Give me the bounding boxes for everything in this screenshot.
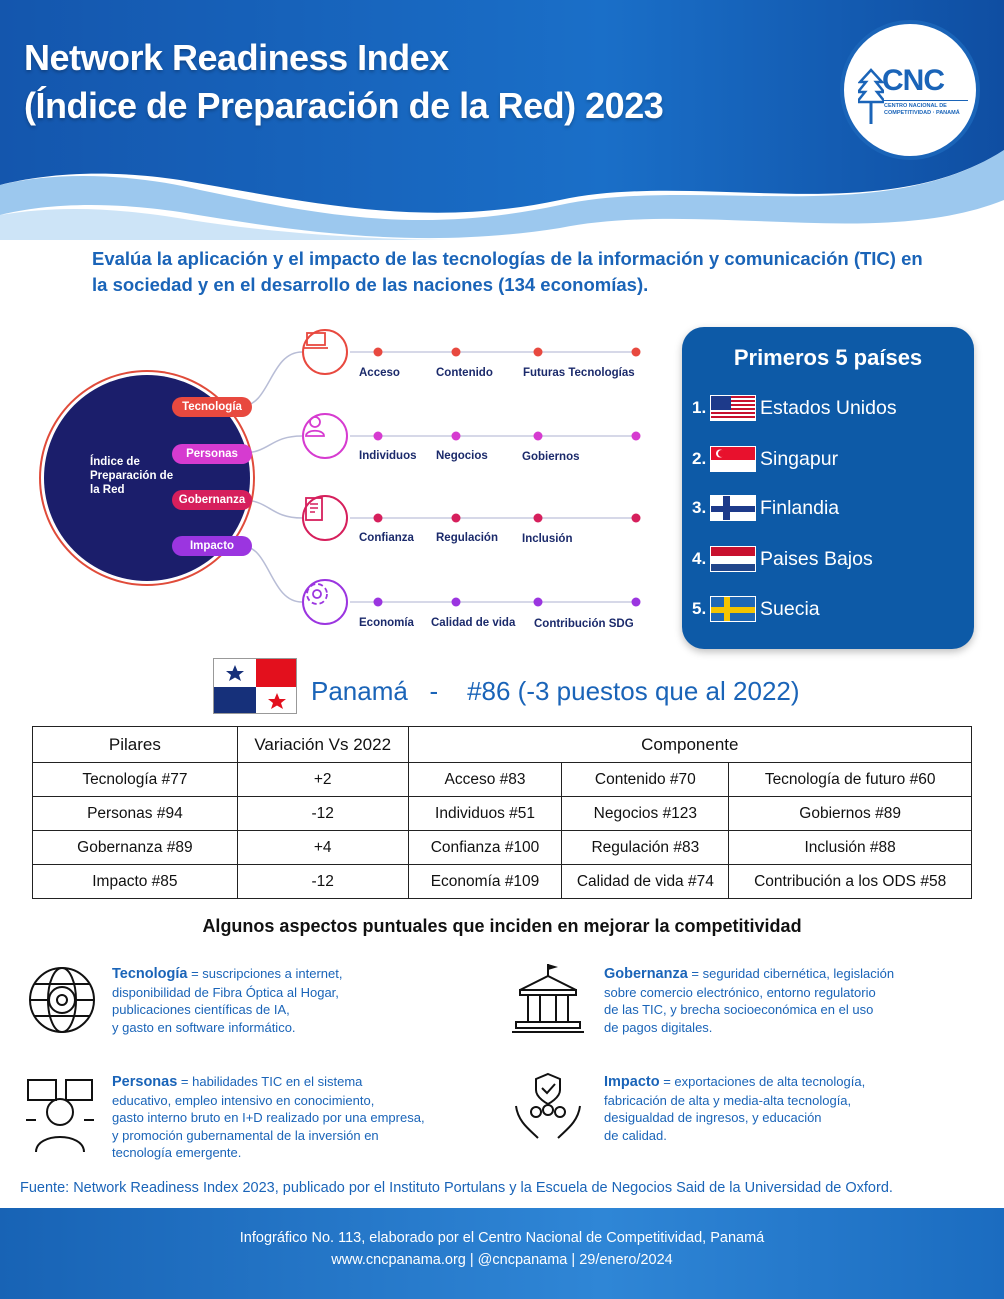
aspect-term: Gobernanza — [604, 966, 688, 982]
table-cell: -12 — [237, 865, 408, 899]
logo-text: CNC — [882, 64, 944, 97]
table-row — [33, 763, 972, 797]
table-cell: Tecnología #77 — [33, 763, 238, 797]
country-row — [692, 394, 897, 422]
laptop-icon — [302, 329, 348, 375]
footer — [0, 1208, 1004, 1299]
table-row — [33, 831, 972, 865]
table-cell: Negocios #123 — [562, 797, 729, 831]
tree-icon — [858, 66, 884, 126]
table-cell: -12 — [237, 797, 408, 831]
table-cell: Gobernanza #89 — [33, 831, 238, 865]
component-label: Acceso — [359, 367, 400, 379]
component-label: Regulación — [436, 532, 498, 544]
table-cell: Economía #109 — [408, 865, 562, 899]
table-cell: Impacto #85 — [33, 865, 238, 899]
singapore-flag-icon — [710, 446, 756, 472]
table-row — [33, 797, 972, 831]
table-cell: Personas #94 — [33, 797, 238, 831]
table-cell: Tecnología de futuro #60 — [729, 763, 972, 797]
cnc-logo — [840, 20, 980, 160]
aspect-line: sobre comercio electrónico, entorno regulatorio — [604, 984, 876, 1000]
top5-title: Primeros 5 países — [733, 345, 923, 370]
title-line-1: Network Readiness Index — [24, 37, 449, 78]
aspect-line: y promoción gubernamental de la inversión en — [112, 1127, 379, 1143]
aspect-line: desigualdad de ingresos, y educación — [604, 1110, 822, 1125]
aspect-gobernanza — [604, 965, 894, 1036]
table-cell: Confianza #100 — [408, 831, 562, 865]
aspect-line: educativo, empleo intensivo en conocimiento, — [112, 1092, 375, 1108]
table-row — [33, 865, 972, 899]
panama-rank-title: Panamá - #86 (-3 puestos que al 2022) — [311, 676, 800, 706]
logo-subtext: CENTRO NACIONAL DE COMPETITIVIDAD · PANAMÁ — [884, 100, 968, 117]
country-rank: 1. — [692, 398, 707, 417]
aspects-title: Algunos aspectos puntuales que inciden en mejorar la competitividad — [202, 916, 802, 936]
country-rank: 3. — [692, 498, 707, 517]
table-cell: Gobiernos #89 — [729, 797, 972, 831]
country-row — [692, 545, 873, 573]
aspect-impacto — [604, 1073, 865, 1144]
table-header: Variación Vs 2022 — [237, 727, 408, 763]
source-note: Fuente: Network Readiness Index 2023, publicado por el Instituto Portulans y la Escuela de Negocios Said de la Universidad de Oxford. — [20, 1180, 893, 1196]
aspect-personas — [112, 1073, 425, 1162]
header-banner — [0, 0, 1004, 240]
finland-flag-icon — [710, 495, 756, 521]
component-label: Negocios — [436, 450, 488, 462]
component-label: Futuras Tecnologías — [523, 367, 635, 379]
country-rank: 2. — [692, 449, 707, 468]
component-label: Contenido — [436, 367, 493, 379]
top5-panel — [682, 327, 974, 649]
title-line-2: (Índice de Preparación de la Red) 2023 — [24, 85, 664, 126]
country-row — [692, 445, 838, 473]
table-cell: Contenido #70 — [562, 763, 729, 797]
table-cell: Contribución a los ODS #58 — [729, 865, 972, 899]
core-label: Índice de Preparación de la Red — [90, 456, 174, 496]
table-cell: +2 — [237, 763, 408, 797]
government-building-icon — [512, 962, 584, 1038]
aspect-line: de las TIC, y brecha socioeconómica en el uso — [604, 1002, 874, 1017]
aspect-line: de calidad. — [604, 1127, 667, 1143]
component-label: Economía — [359, 617, 414, 629]
hands-shield-icon — [512, 1070, 584, 1142]
index-diagram — [30, 318, 670, 648]
footer-line-1: Infográfico No. 113, elaborado por el Centro Nacional de Competitividad, Panamá — [239, 1230, 765, 1246]
target-icon — [302, 579, 348, 625]
netherlands-flag-icon — [710, 546, 756, 572]
table-header-row — [33, 727, 972, 763]
component-label: Contribución SDG — [534, 618, 634, 630]
aspect-line: fabricación de alta y media-alta tecnología, — [604, 1092, 852, 1108]
country-row — [692, 494, 839, 522]
country-name: Suecia — [760, 597, 820, 620]
pillars-table — [32, 726, 972, 899]
page-title — [24, 34, 663, 130]
country-rank: 5. — [692, 599, 707, 618]
aspect-line: = suscripciones a internet, — [187, 966, 343, 981]
table-cell: +4 — [237, 831, 408, 865]
aspect-line: = habilidades TIC en el sistema — [177, 1074, 363, 1089]
aspect-term: Personas — [112, 1074, 178, 1090]
person-tech-icon — [22, 1074, 98, 1154]
pillar-pill-personas: Personas — [172, 444, 252, 464]
pillar-pill-gobernanza: Gobernanza — [172, 490, 252, 510]
country-name: Estados Unidos — [760, 396, 897, 419]
country-name: Finlandia — [760, 496, 840, 519]
aspect-line: = exportaciones de alta tecnología, — [659, 1074, 866, 1089]
component-label: Confianza — [359, 532, 414, 544]
globe-gear-icon — [26, 964, 98, 1036]
country-row — [692, 595, 820, 623]
aspect-line: = seguridad cibernética, legislación — [687, 966, 895, 981]
component-label: Gobiernos — [522, 451, 580, 463]
table-cell: Calidad de vida #74 — [562, 865, 729, 899]
person-icon — [302, 413, 348, 459]
component-label: Individuos — [359, 450, 417, 462]
country-name: Paises Bajos — [760, 547, 873, 570]
component-label: Inclusión — [522, 533, 573, 545]
country-name: Singapur — [760, 447, 839, 470]
footer-line-2: www.cncpanama.org | @cncpanama | 29/enero/2024 — [331, 1252, 673, 1268]
aspect-term: Impacto — [604, 1074, 660, 1090]
aspect-line: de pagos digitales. — [604, 1019, 713, 1035]
pillar-pill-impacto: Impacto — [172, 536, 252, 556]
table-cell: Acceso #83 — [408, 763, 562, 797]
aspect-line: tecnología emergente. — [112, 1145, 242, 1160]
aspect-line: publicaciones científicas de IA, — [112, 1002, 290, 1017]
table-header: Pilares — [33, 727, 238, 763]
table-cell: Inclusión #88 — [729, 831, 972, 865]
panama-flag-icon — [213, 658, 297, 714]
usa-flag-icon — [710, 395, 756, 421]
pillar-pill-tecnologia: Tecnología — [172, 397, 252, 417]
table-header: Componente — [408, 727, 971, 763]
aspect-line: disponibilidad de Fibra Óptica al Hogar, — [112, 984, 339, 1000]
table-cell: Regulación #83 — [562, 831, 729, 865]
sweden-flag-icon — [710, 596, 756, 622]
aspect-line: y gasto en software informático. — [112, 1019, 296, 1035]
aspect-tecnologia — [112, 965, 342, 1036]
table-cell: Individuos #51 — [408, 797, 562, 831]
aspect-line: gasto interno bruto en I+D realizado por una empresa, — [112, 1110, 425, 1125]
aspect-term: Tecnología — [112, 966, 188, 982]
country-rank: 4. — [692, 549, 707, 568]
document-icon — [302, 495, 348, 541]
component-label: Calidad de vida — [431, 617, 516, 629]
intro-text: Evalúa la aplicación y el impacto de las tecnologías de la información y comunicación (TIC) en la sociedad y en el desarrollo de las naciones (134 economías). — [92, 248, 923, 295]
